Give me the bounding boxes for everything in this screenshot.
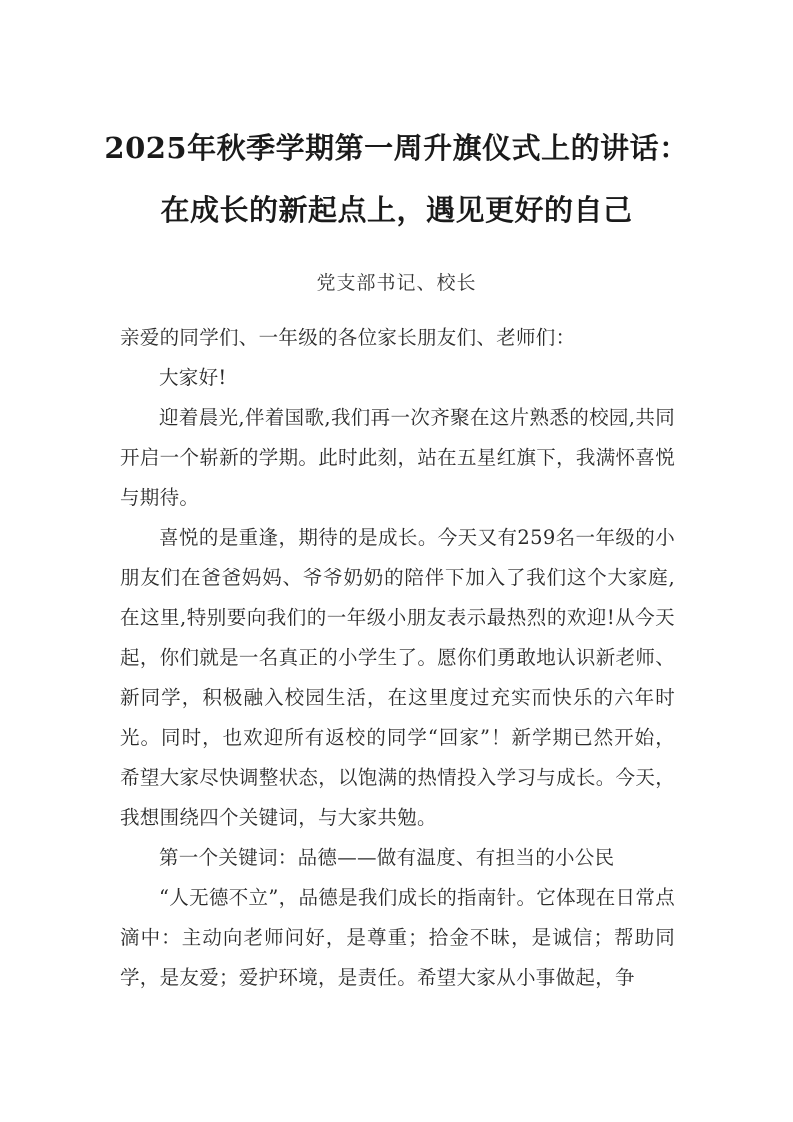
salutation: 亲爱的同学们、一年级的各位家长朋友们、老师们： xyxy=(120,326,576,349)
paragraph-keyword-1: “人无德不立”，品德是我们成长的指南针。它体现在日常点滴中：主动向老师问好，是尊重；拾金不昧，是诚信；帮助同学，是友爱；爱护环境，是责任。希望大家从小事做起，争 xyxy=(120,886,675,989)
paragraph-welcome: 喜悦的是重逢，期待的是成长。今天又有259名一年级的小朋友们在爸爸妈妈、爷爷奶奶的陪伴下加入了我们这个大家庭,在这里,特别要向我们的一年级小朋友表示最热烈的欢迎!从今天起，你们就是一名真正的小学生了。愿你们勇敢地认识新老师、新同学，积极融入校园生活，在这里度过充实而快乐的六年时光。同时，也欢迎所有返校的同学“回家”！新学期已然开始，希望大家尽快调整状态，以饱满的热情投入学习与成长。今天，我想围绕四个关键词，与大家共勉。 xyxy=(120,526,675,829)
paragraph-opening: 迎着晨光,伴着国歌,我们再一次齐聚在这片熟悉的校园,共同开启一个崭新的学期。此时此刻，站在五星红旗下，我满怀喜悦与期待。 xyxy=(120,406,675,509)
keyword-1-heading: 第一个关键词：品德——做有温度、有担当的小公民 xyxy=(159,846,615,869)
document-title-line-1: 2025年秋季学期第一周升旗仪式上的讲话： xyxy=(104,131,689,165)
greeting: 大家好! xyxy=(159,366,227,389)
author-line: 党支部书记、校长 xyxy=(316,272,477,294)
document-title-line-2: 在成长的新起点上，遇见更好的自己 xyxy=(160,193,633,227)
